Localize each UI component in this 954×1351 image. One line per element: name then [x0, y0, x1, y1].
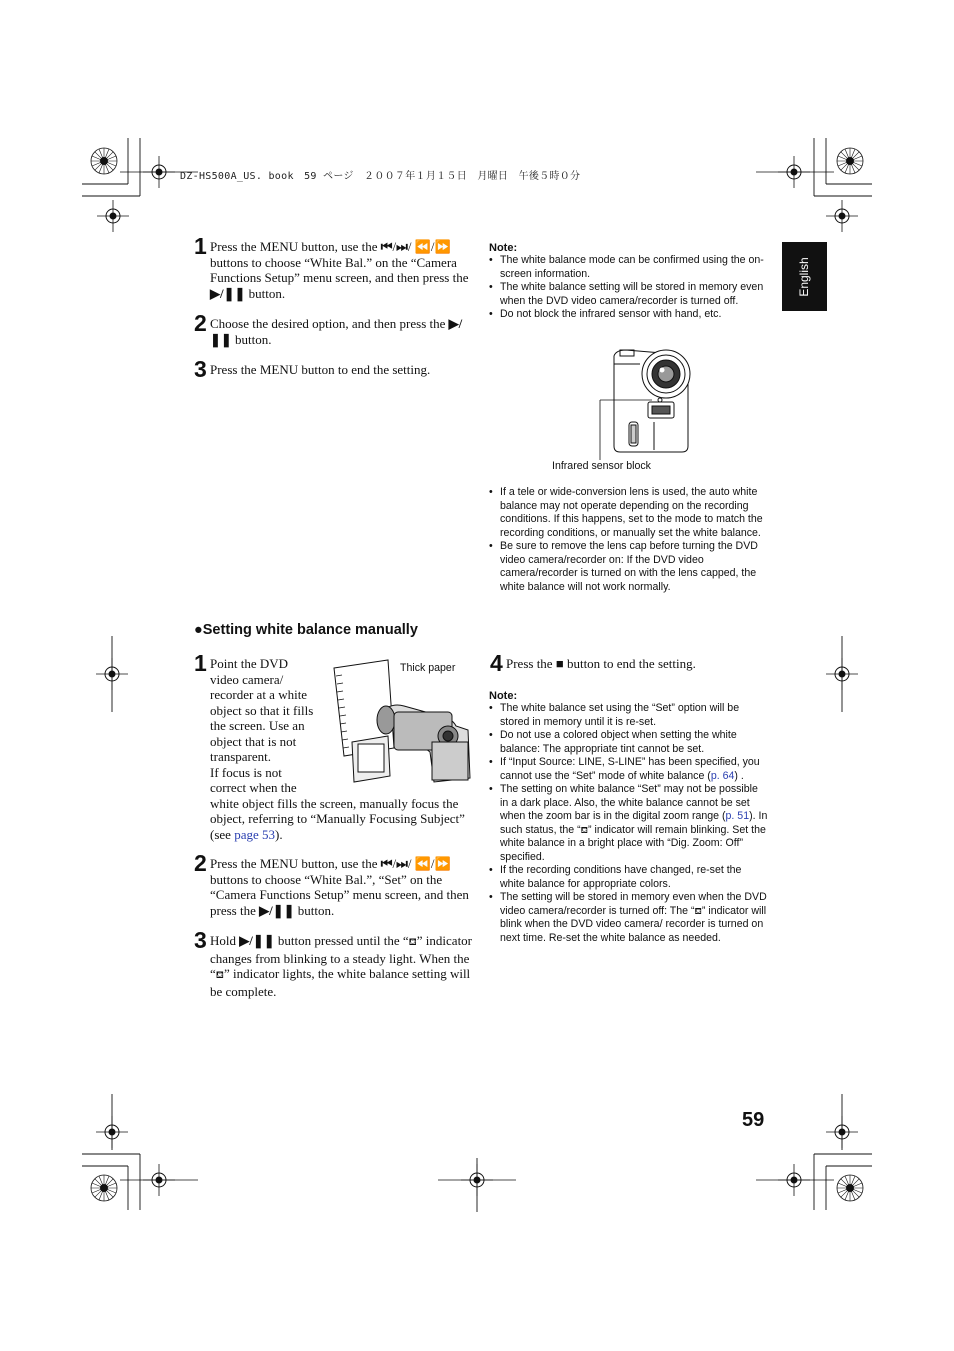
- step-3: [194, 356, 472, 382]
- step-line: correct when the: [210, 780, 297, 795]
- list-item: • If the recording conditions have changed, re-set the white balance for appropriate colors.: [489, 864, 769, 891]
- step-text: Press the MENU button to end the setting.: [210, 362, 431, 377]
- step-2: [194, 310, 472, 347]
- note-list: [489, 254, 769, 322]
- list-item: • The white balance set using the “Set” option will be stored in memory until it is re-set.: [489, 702, 769, 729]
- note-title: Note:: [489, 242, 518, 254]
- step-line: recorder at a white: [210, 687, 308, 702]
- note-block-1b: [489, 486, 769, 594]
- step-line: If focus is not: [210, 764, 282, 780]
- figure-caption: Thick paper: [400, 662, 456, 674]
- step-number: 3: [194, 927, 207, 953]
- list-item: • Do not block the infrared sensor with hand, etc.: [489, 308, 769, 322]
- step-number: 1: [194, 233, 207, 259]
- list-item: • The white balance setting will be stored in memory even when the DVD video camera/recorder is turned off.: [489, 281, 769, 308]
- list-item: • Be sure to remove the lens cap before turning the DVD video camera/recorder on: If the DVD video camera/recorder is turned on with the lens capped, the white balance will not work normally.: [489, 540, 769, 594]
- step-number: 2: [194, 310, 207, 336]
- step-line: object that is not: [210, 733, 297, 749]
- page-number: 59: [742, 1109, 765, 1131]
- section-bullet-icon: ●: [194, 622, 203, 638]
- manual-step-4: [490, 650, 770, 676]
- language-tab-label: English: [797, 257, 811, 297]
- camcorder-front-illustration: [596, 342, 696, 462]
- list-item: • Do not use a colored object when setting the white balance: The appropriate tint cannot be set.: [489, 729, 769, 756]
- step-number: 1: [194, 650, 207, 676]
- step-line: object so that it fills: [210, 702, 314, 718]
- step-text: Press the MENU button, use the ⏮/⏭/ ⏪/⏩ buttons to choose “White Bal.”, “Set” on the “Camera Functions Setup” menu screen, and then press the ▶/❚❚ button.: [210, 856, 469, 918]
- book-header: DZ-HS500A_US. book 59 ページ ２００７年１月１５日 月曜日 午後５時０分: [180, 171, 581, 182]
- step-line: white object fills the screen, manually focus the object, referring to “Manually Focusing Subject” (see page 53).: [210, 795, 465, 842]
- language-tab: [782, 242, 827, 311]
- step-number: 4: [490, 650, 503, 676]
- manual-step-2: [194, 850, 472, 918]
- note-list: [489, 702, 769, 945]
- list-item: • If “Input Source: LINE, S-LINE” has been specified, you cannot use the “Set” mode of white balance (p. 64) .: [489, 756, 769, 783]
- note-title: Note:: [489, 690, 518, 702]
- section-title: Setting white balance manually: [202, 622, 418, 638]
- list-item: • The setting on white balance “Set” may not be possible in a dark place. Also, the white balance cannot be set when the zoom bar is in the digital zoom range (p. 51). In such status, the “⛾” indicator will remain blinking. Set the white balance in a bright place with “Dig. Zoom: Off” specified.: [489, 783, 769, 864]
- camcorder-white-paper-illustration: [330, 656, 474, 786]
- step-1: [194, 233, 472, 301]
- step-text: Press the ■ button to end the setting.: [506, 656, 696, 671]
- figure-caption: Infrared sensor block: [552, 460, 651, 472]
- section-heading: [194, 622, 418, 638]
- note-block-2: [489, 690, 769, 945]
- step-line: video camera/: [210, 671, 284, 687]
- step-text: Choose the desired option, and then press the ▶/❚❚ button.: [210, 316, 463, 347]
- step-line: Point the DVD: [210, 656, 288, 671]
- step-text: Press the MENU button, use the ⏮/⏭/ ⏪/⏩ buttons to choose “White Bal.” on the “Camera Functions Setup” menu screen, and then press the ▶/❚❚ button.: [210, 239, 469, 301]
- step-line: transparent.: [210, 749, 272, 764]
- list-item: • If a tele or wide-conversion lens is used, the auto white balance may not operate depending on the recording conditions. If this happens, set to the mode to match the recording conditions, or manually set the white balance.: [489, 486, 769, 540]
- step-number: 3: [194, 356, 207, 382]
- step-number: 2: [194, 850, 207, 876]
- step-line: the screen. Use an: [210, 718, 305, 733]
- list-item: • The setting will be stored in memory even when the DVD video camera/recorder is turned off: The “⛾” indicator will blink when the DVD video camera/ recorder is turned on next time. Re-set the white balance as needed.: [489, 891, 769, 945]
- list-item: • The white balance mode can be confirmed using the on-screen information.: [489, 254, 769, 281]
- step-text: Hold ▶/❚❚ button pressed until the “⛾” indicator changes from blinking to a steady light. When the “⛾” indicator lights, the white balance setting will be complete.: [210, 933, 473, 999]
- note-block-1: [489, 242, 769, 322]
- manual-step-3: [194, 927, 473, 999]
- note-list: [489, 486, 769, 594]
